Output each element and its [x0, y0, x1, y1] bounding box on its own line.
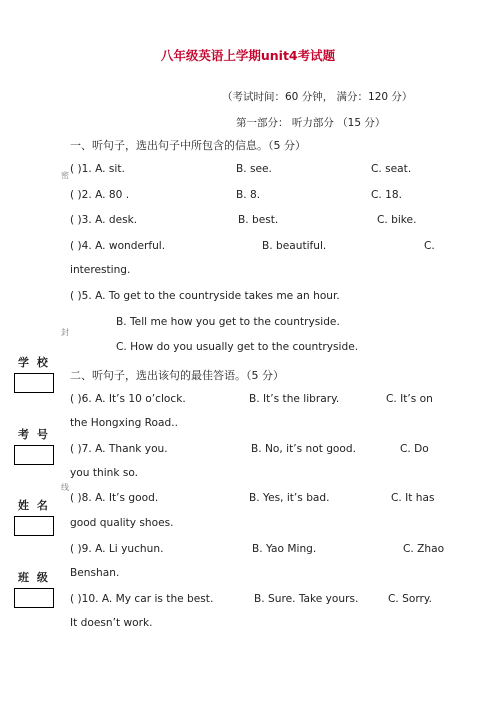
- q8-option-c: C. It has: [391, 492, 435, 504]
- q4-option-b: B. beautiful.: [262, 240, 327, 252]
- q6-option-c: C. It’s on: [386, 393, 433, 405]
- q3-option-b: B. best.: [238, 214, 279, 226]
- q5-option-b: B. Tell me how you get to the countryside.: [116, 316, 340, 328]
- section-2-heading: 二、听句子，选出该句的最佳答语。（5 分）: [70, 369, 284, 382]
- part-heading: 第一部分： 听力部分 （15 分）: [236, 117, 386, 129]
- school-label: 学 校: [18, 356, 50, 369]
- q10-option-c: C. Sorry.: [388, 593, 432, 605]
- q1-option-a: ( )1. A. sit.: [70, 163, 125, 175]
- q3-option-a: ( )3. A. desk.: [70, 214, 138, 226]
- q8-option-c-cont: good quality shoes.: [70, 517, 174, 529]
- q4-option-c: C.: [424, 240, 435, 252]
- exam-number-label: 考 号: [18, 428, 50, 441]
- q9-option-c: C. Zhao: [403, 543, 445, 555]
- q1-option-b: B. see.: [236, 163, 272, 175]
- binding-mark-feng: 封: [61, 328, 69, 337]
- q4-option-c-cont: interesting.: [70, 264, 131, 276]
- q7-option-a: ( )7. A. Thank you.: [70, 443, 168, 455]
- q4-option-a: ( )4. A. wonderful.: [70, 240, 166, 252]
- q5-option-c: C. How do you usually get to the countryside.: [116, 341, 359, 353]
- page-title: 八年级英语上学期unit4考试题: [160, 48, 336, 63]
- q1-option-c: C. seat.: [371, 163, 412, 175]
- binding-mark-mi: 密: [61, 171, 69, 180]
- binding-mark-xian: 线: [61, 483, 69, 492]
- name-field[interactable]: [14, 516, 54, 536]
- q8-option-b: B. Yes, it’s bad.: [249, 492, 330, 504]
- q10-option-b: B. Sure. Take yours.: [254, 593, 359, 605]
- class-label: 班 级: [18, 571, 50, 584]
- q7-option-c-cont: you think so.: [70, 467, 139, 479]
- q2-option-b: B. 8.: [236, 189, 261, 201]
- q6-option-b: B. It’s the library.: [249, 393, 340, 405]
- name-label: 姓 名: [18, 499, 50, 512]
- class-field[interactable]: [14, 588, 54, 608]
- q6-option-a: ( )6. A. It’s 10 o’clock.: [70, 393, 186, 405]
- q3-option-c: C. bike.: [377, 214, 417, 226]
- q2-option-c: C. 18.: [371, 189, 402, 201]
- q10-option-c-cont: It doesn’t work.: [70, 617, 153, 629]
- q2-option-a: ( )2. A. 80 .: [70, 189, 130, 201]
- q10-option-a: ( )10. A. My car is the best.: [70, 593, 214, 605]
- q7-option-b: B. No, it’s not good.: [251, 443, 356, 455]
- q7-option-c: C. Do: [400, 443, 429, 455]
- q8-option-a: ( )8. A. It’s good.: [70, 492, 159, 504]
- school-field[interactable]: [14, 373, 54, 393]
- q6-option-c-cont: the Hongxing Road..: [70, 417, 178, 429]
- q9-option-c-cont: Benshan.: [70, 567, 120, 579]
- exam-number-field[interactable]: [14, 445, 54, 465]
- q9-option-a: ( )9. A. Li yuchun.: [70, 543, 164, 555]
- section-1-heading: 一、听句子，选出句子中所包含的信息。（5 分）: [70, 139, 306, 152]
- exam-info: （考试时间：60 分钟， 满分：120 分）: [222, 91, 413, 103]
- q9-option-b: B. Yao Ming.: [252, 543, 317, 555]
- q5-option-a: ( )5. A. To get to the countryside takes me an hour.: [70, 290, 340, 302]
